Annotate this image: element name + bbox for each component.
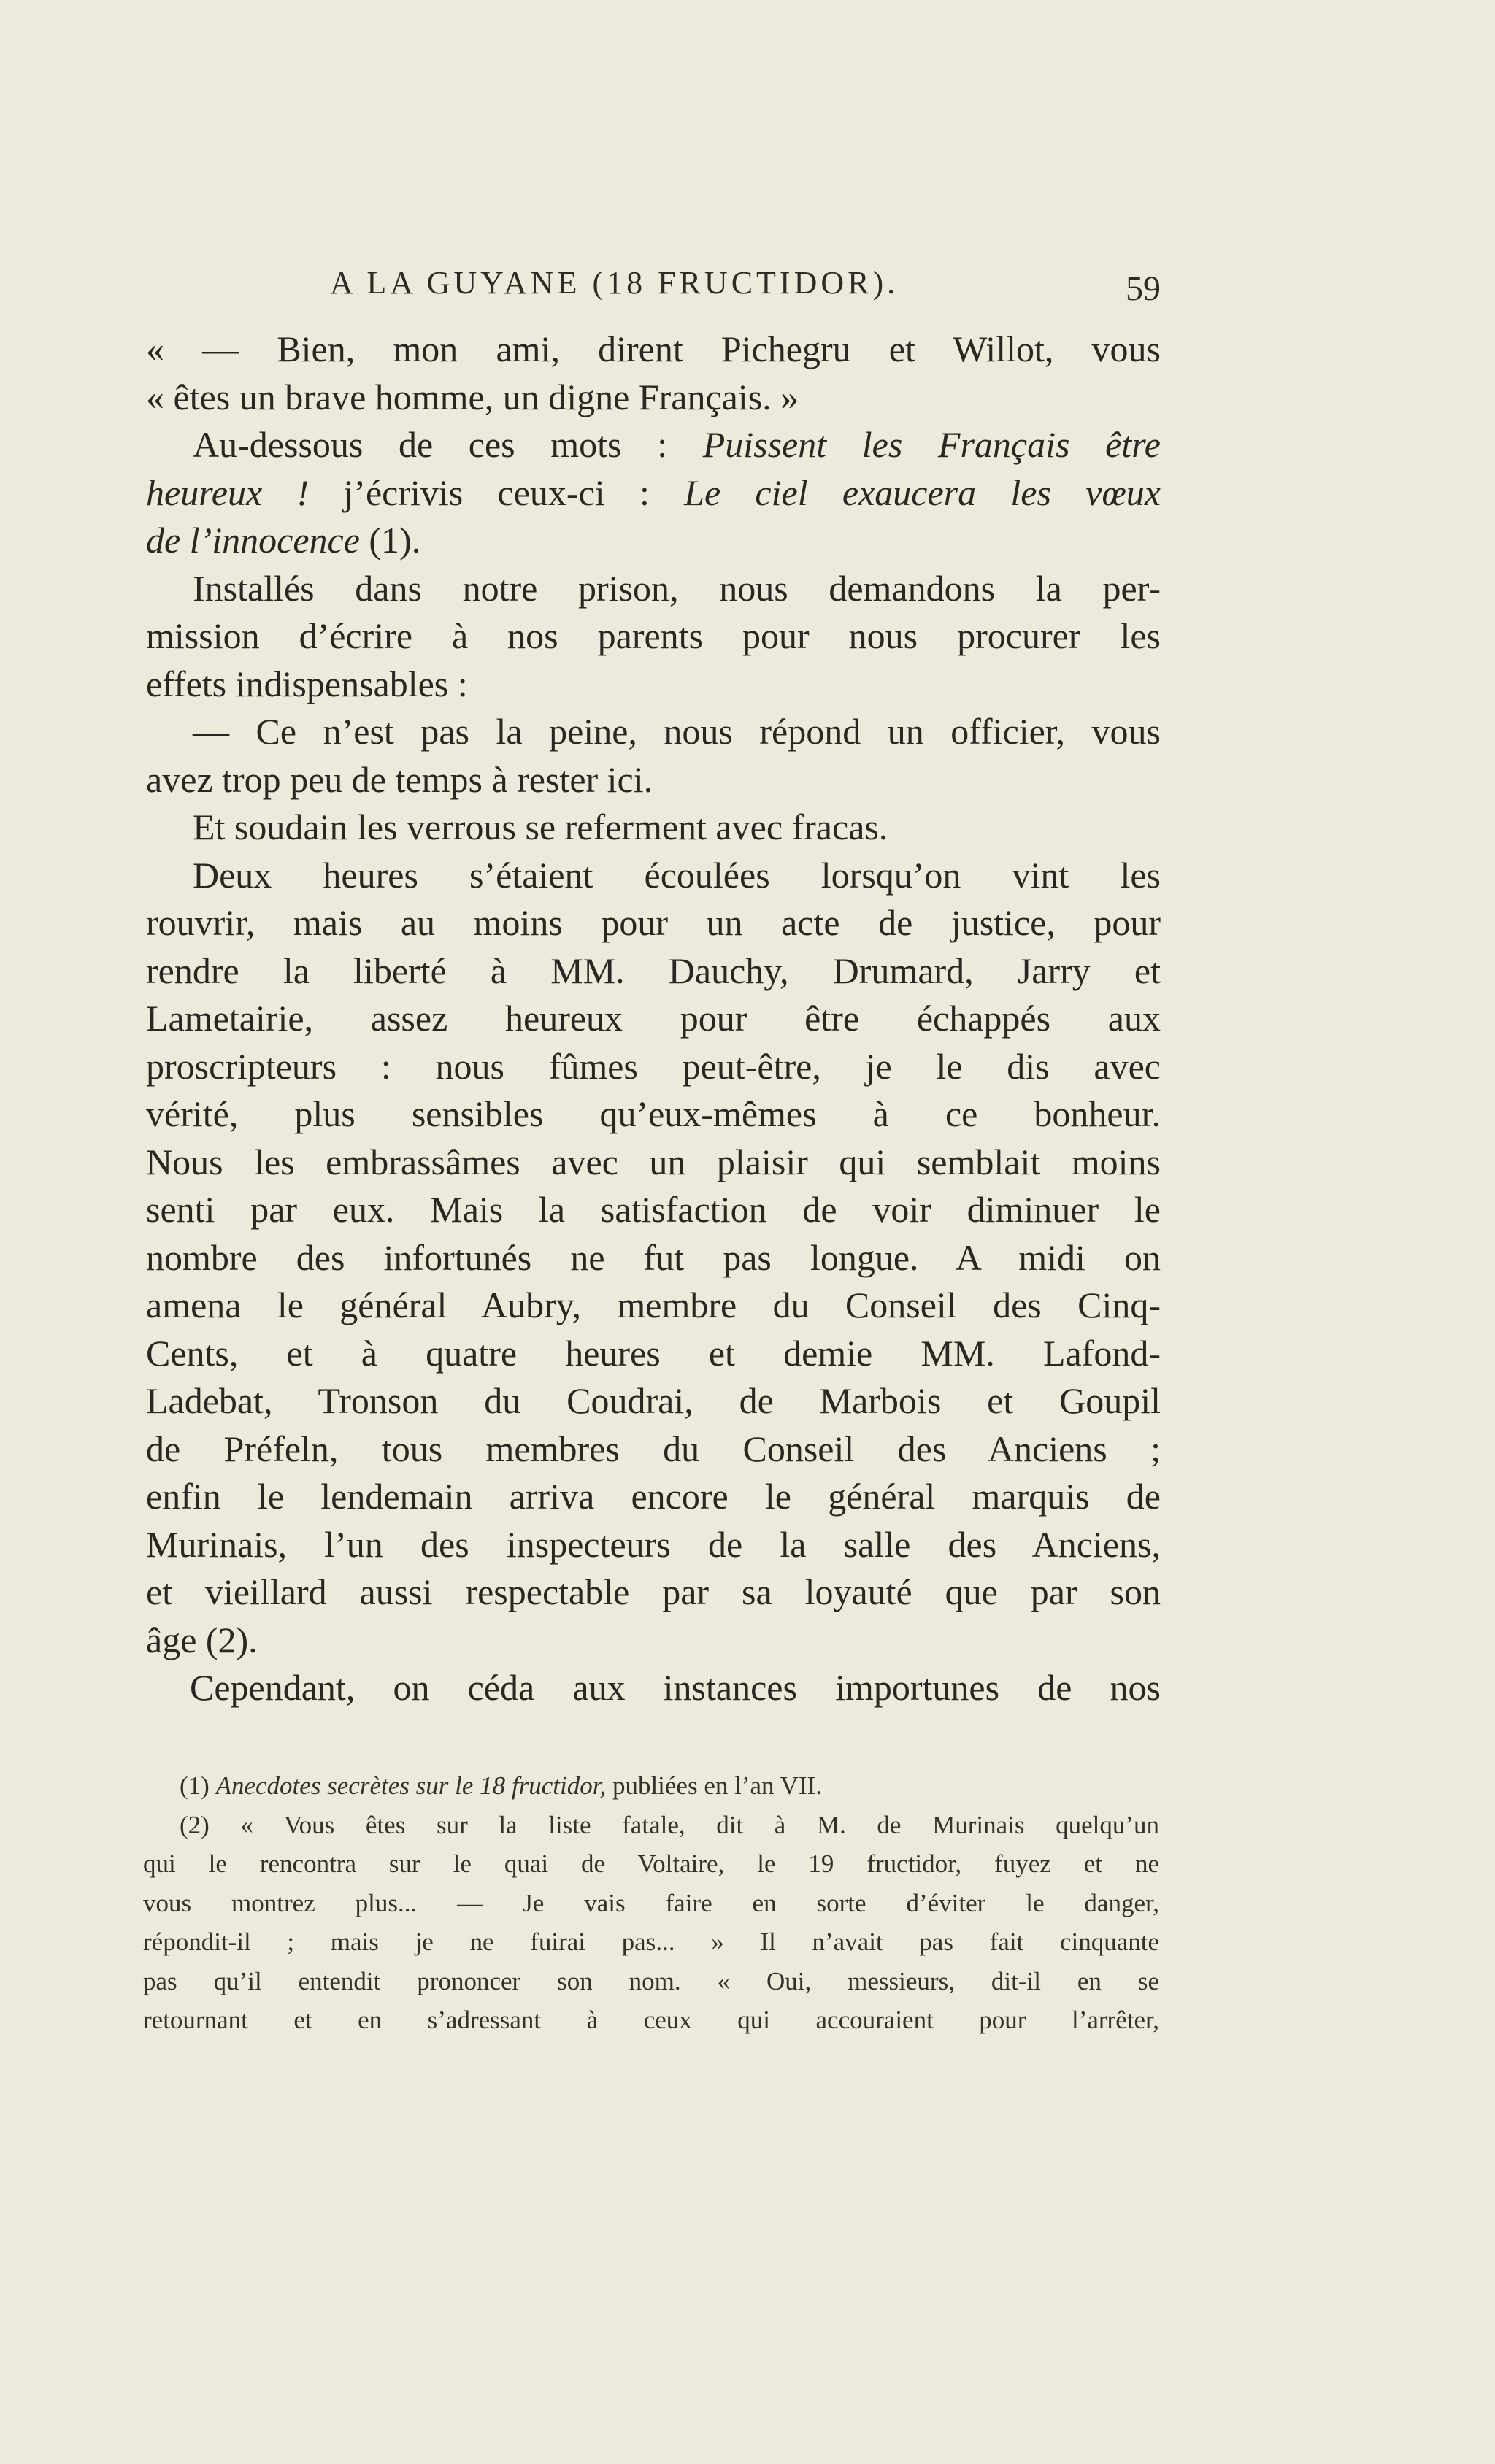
- text-line: proscripteurs : nous fûmes peut-être, je le dis avec: [146, 1045, 1161, 1087]
- footnote-number: (1): [180, 1771, 216, 1800]
- text-line: Murinais, l’un des inspecteurs de la salle des Anciens,: [146, 1523, 1161, 1565]
- footnote-ref: (1).: [359, 520, 421, 561]
- text-line: enfin le lendemain arriva encore le général marquis de: [146, 1476, 1161, 1517]
- text-line: [146, 517, 1161, 565]
- text-line: mission d’écrire à nos parents pour nous procurer les: [146, 615, 1161, 656]
- text-line: vérité, plus sensibles qu’eux-mêmes à ce bonheur.: [146, 1093, 1161, 1134]
- text-line: Et soudain les verrous se referment avec fracas.: [193, 806, 888, 847]
- text-line: de Préfeln, tous membres du Conseil des Anciens ;: [146, 1428, 1161, 1469]
- text-line: avez trop peu de temps à rester ici.: [146, 758, 653, 800]
- text-line: Cents, et à quatre heures et demie MM. Lafond-: [146, 1332, 1161, 1374]
- italic-quote: Le ciel exaucera les vœux: [684, 471, 1161, 513]
- text-line: Nous les embrassâmes avec un plaisir qui semblait moins: [146, 1141, 1161, 1182]
- italic-quote: Puissent les Français être: [702, 424, 1161, 465]
- text-line: nombre des infortunés ne fut pas longue. A midi on: [146, 1236, 1161, 1278]
- text-line: Deux heures s’étaient écoulées lorsqu’on vint les: [193, 854, 1161, 896]
- text-line: Cependant, on céda aux instances importunes de nos: [190, 1667, 1161, 1708]
- text-line: « êtes un brave homme, un digne Français. »: [146, 376, 799, 417]
- footnotes: [143, 1766, 1159, 2040]
- text-line: Ladebat, Tronson du Coudrai, de Marbois et Goupil: [146, 1380, 1161, 1421]
- footnote-title: Anecdotes secrètes sur le 18 fructidor,: [215, 1771, 607, 1800]
- footnote-line: retournant et en s’adressant à ceux qui accouraient pour l’arrêter,: [143, 2006, 1159, 2034]
- text-span: j’écrivis ceux-ci :: [309, 471, 685, 513]
- footnote-line: qui le rencontra sur le quai de Voltaire, le 19 fructidor, fuyez et ne: [143, 1849, 1159, 1878]
- text-line: et vieillard aussi respectable par sa loyauté que par son: [146, 1571, 1161, 1612]
- text-line: rendre la liberté à MM. Dauchy, Drumard, Jarry et: [146, 950, 1161, 991]
- body-text: [146, 326, 1161, 1712]
- text-line: Lametairie, assez heureux pour être échappés aux: [146, 998, 1161, 1039]
- footnote-line: répondit-il ; mais je ne fuirai pas... » Il n’avait pas fait cinquante: [143, 1928, 1159, 1956]
- text-line: senti par eux. Mais la satisfaction de voir diminuer le: [146, 1189, 1161, 1230]
- text-line: — Ce n’est pas la peine, nous répond un officier, vous: [193, 711, 1161, 752]
- footnote-line: pas qu’il entendit prononcer son nom. « Oui, messieurs, dit-il en se: [143, 1966, 1159, 1995]
- text-line: « — Bien, mon ami, dirent Pichegru et Willot, vous: [146, 328, 1161, 369]
- footnote-text: publiées en l’an VII.: [606, 1771, 822, 1800]
- footnote-line: vous montrez plus... — Je vais faire en sorte d’éviter le danger,: [143, 1888, 1159, 1917]
- italic-quote: heureux !: [146, 471, 310, 513]
- text-span: Au-dessous de ces mots :: [193, 424, 703, 465]
- footnote-line: (2) « Vous êtes sur la liste fatale, dit à M. de Murinais quelqu’un: [180, 1810, 1159, 1839]
- running-head: A LA GUYANE (18 FRUCTIDOR).: [330, 265, 899, 301]
- text-line: [146, 421, 1161, 469]
- text-line: effets indispensables :: [146, 663, 468, 704]
- page-number: 59: [1126, 269, 1161, 308]
- page-header: [146, 257, 1161, 315]
- italic-quote: de l’innocence: [146, 520, 360, 561]
- text-line: [146, 469, 1161, 517]
- text-line: rouvrir, mais au moins pour un acte de justice, pour: [146, 902, 1161, 943]
- text-line: Installés dans notre prison, nous demandons la per-: [193, 567, 1161, 609]
- text-line: âge (2).: [146, 1619, 258, 1660]
- footnote-line: [143, 1766, 1159, 1806]
- text-line: amena le général Aubry, membre du Conseil des Cinq-: [146, 1285, 1161, 1325]
